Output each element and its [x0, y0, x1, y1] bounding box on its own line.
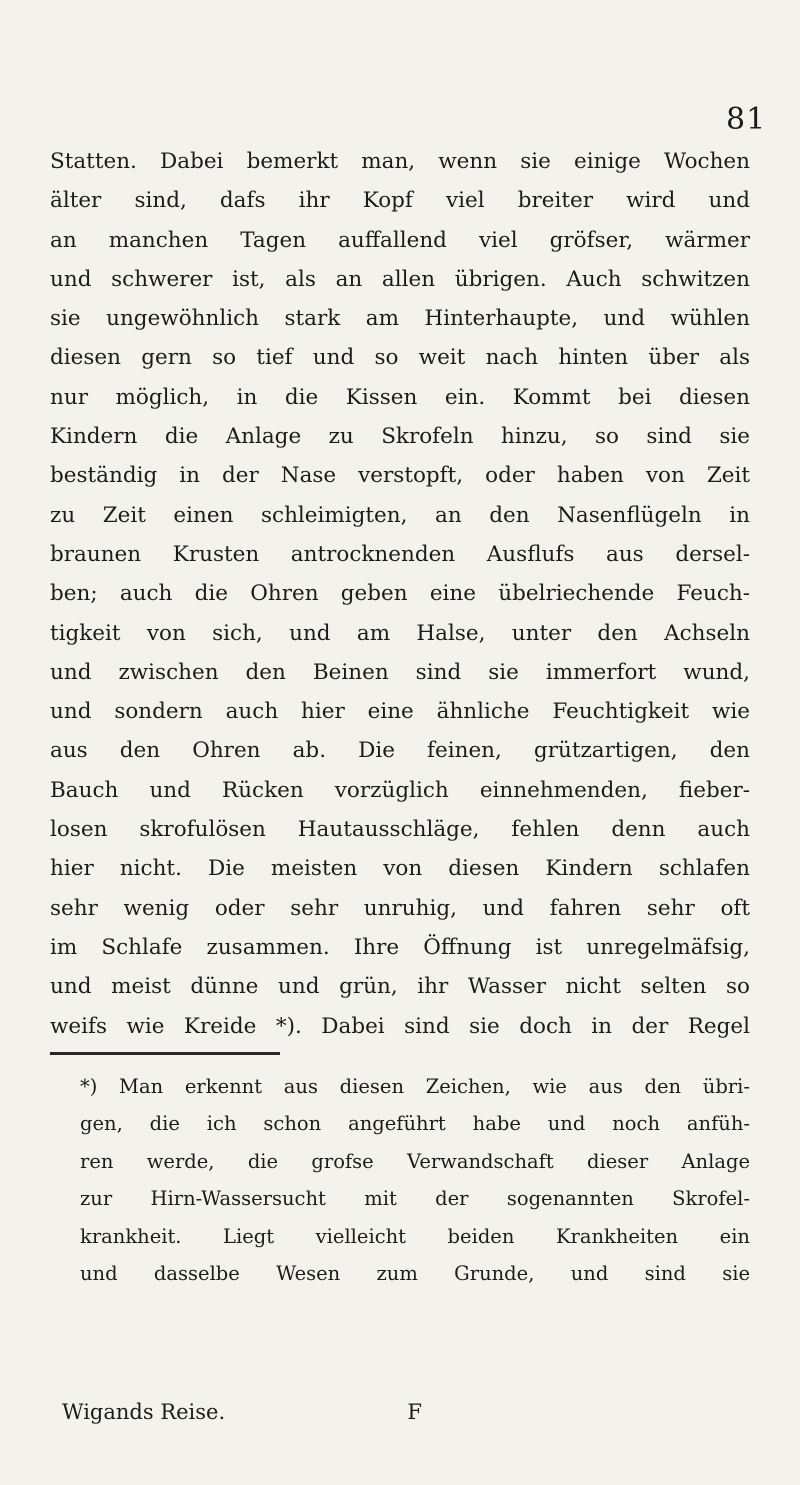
text-line: zu Zeit einen schleimigten, an den Nasenflügeln in	[50, 502, 750, 528]
text-line: losen skrofulösen Hautausschläge, fehlen denn auch	[50, 817, 750, 843]
main-text	[50, 142, 750, 1046]
footnote-line: gen, die ich schon angeführt habe und noch anfüh-	[80, 1112, 750, 1136]
text-line: tigkeit von sich, und am Halse, unter den Achseln	[50, 620, 750, 646]
text-line: diesen gern so tief und so weit nach hinten über als	[50, 345, 750, 371]
footnote-line: *) Man erkennt aus diesen Zeichen, wie aus den übri-	[80, 1075, 750, 1098]
footnote-divider	[50, 1052, 280, 1055]
text-line: im Schlafe zusammen. Ihre Öffnung ist unregelmäfsig,	[50, 934, 750, 960]
text-line: hier nicht. Die meisten von diesen Kindern schlafen	[50, 856, 750, 882]
text-line: nur möglich, in die Kissen ein. Kommt bei diesen	[50, 384, 750, 410]
text-line: sie ungewöhnlich stark am Hinterhaupte, und wühlen	[50, 306, 750, 332]
text-line: älter sind, dafs ihr Kopf viel breiter wird und	[50, 188, 750, 214]
text-line: und schwerer ist, als an allen übrigen. Auch schwitzen	[50, 266, 750, 292]
text-line: sehr wenig oder sehr unruhig, und fahren sehr oft	[50, 895, 750, 921]
footnote-line: krankheit. Liegt vielleicht beiden Krankheiten ein	[80, 1224, 750, 1248]
text-line: Bauch und Rücken vorzüglich einnehmenden, fieber-	[50, 777, 750, 803]
text-line: Kindern die Anlage zu Skrofeln hinzu, so sind sie	[50, 424, 750, 450]
page-number: 81	[726, 102, 767, 137]
text-line: aus den Ohren ab. Die feinen, grützartigen, den	[50, 738, 750, 764]
text-line: und sondern auch hier eine ähnliche Feuchtigkeit wie	[50, 699, 750, 725]
text-line: braunen Krusten antrocknenden Ausflufs aus dersel-	[50, 541, 750, 567]
text-line: Statten. Dabei bemerkt man, wenn sie einige Wochen	[50, 149, 750, 174]
text-line: ben; auch die Ohren geben eine übelriechende Feuch-	[50, 581, 750, 607]
footnote-line: und dasselbe Wesen zum Grunde, und sind sie	[80, 1261, 750, 1285]
signature-mark: F	[407, 1400, 422, 1424]
footnote-line: zur Hirn-Wassersucht mit der sogenannten Skrofel-	[80, 1187, 750, 1211]
text-line: weifs wie Kreide *). Dabei sind sie doch in der Regel	[50, 1013, 750, 1039]
footnote-line: ren werde, die grofse Verwandschaft dieser Anlage	[80, 1149, 750, 1173]
text-line: beständig in der Nase verstopft, oder haben von Zeit	[50, 463, 750, 489]
signature-title: Wigands Reise.	[62, 1400, 226, 1424]
text-line: und meist dünne und grün, ihr Wasser nicht selten so	[50, 974, 750, 1000]
text-line: an manchen Tagen auffallend viel gröfser, wärmer	[50, 227, 750, 253]
footnote	[50, 1068, 750, 1292]
signature-line	[62, 1400, 422, 1424]
text-line: und zwischen den Beinen sind sie immerfort wund,	[50, 659, 750, 685]
